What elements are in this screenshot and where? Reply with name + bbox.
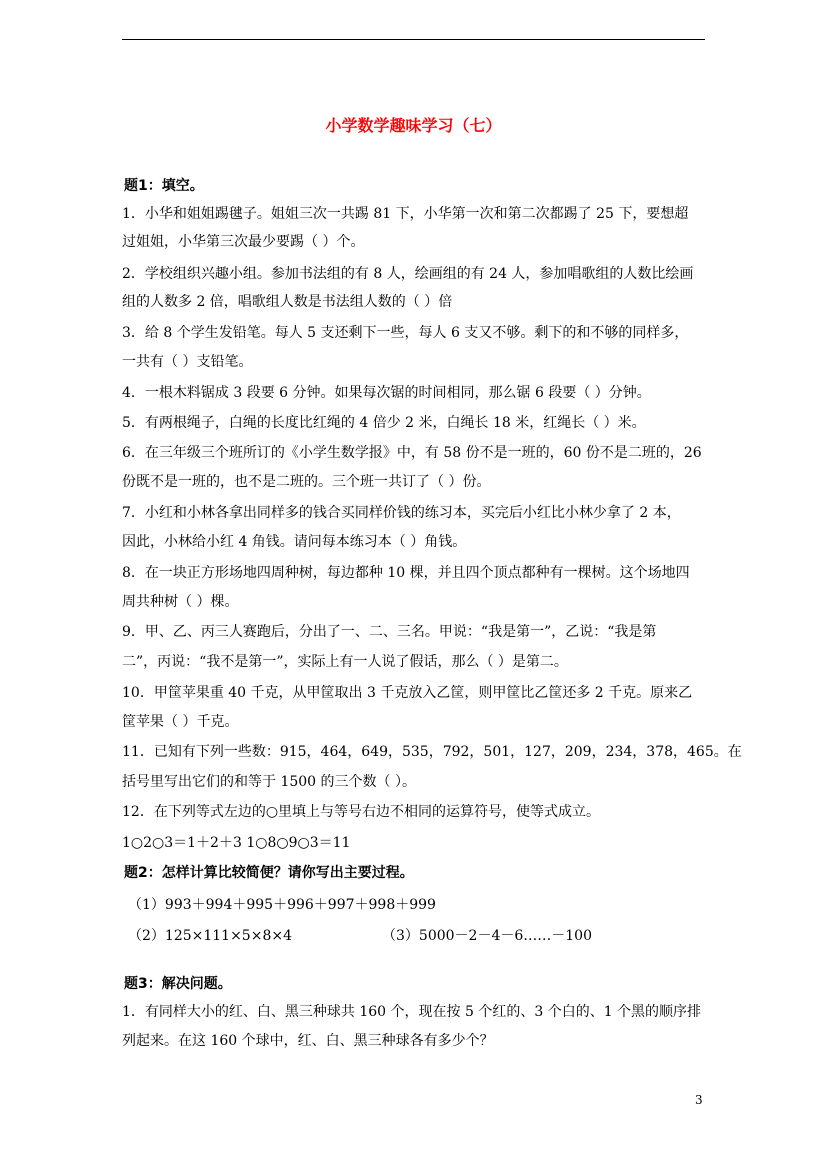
question-line: 1○2○3＝1＋2＋3 1○8○9○3＝11 xyxy=(122,835,351,851)
question-line: 3．给 8 个学生发铅笔。每人 5 支还剩下一些，每人 6 支又不够。剩下的和不够的同样多， xyxy=(122,325,689,341)
problem-line: 1．有同样大小的红、白、黑三种球共 160 个，现在按 5 个红的、3 个白的、1 个黑的顺序排 xyxy=(122,1004,702,1020)
header-rule xyxy=(122,39,705,40)
question-line: 一共有（ ）支铅笔。 xyxy=(122,354,253,370)
calc-item-2: （2）125×111×5×8×4 xyxy=(128,928,292,944)
section-1-heading: 题1：填空。 xyxy=(124,178,204,194)
question-line: 7．小红和小林各拿出同样多的钱合买同样价钱的练习本，买完后小红比小林少拿了 2 本， xyxy=(122,505,681,521)
question-line: 8．在一块正方形场地四周种树，每边都种 10 棵，并且四个顶点都种有一棵树。这个场地四 xyxy=(122,565,690,581)
question-line: 因此，小林给小红 4 角钱。请问每本练习本（ ）角钱。 xyxy=(122,534,467,550)
question-line: 4．一根木料锯成 3 段要 6 分钟。如果每次锯的时间相同，那么锯 6 段要（ ）分钟。 xyxy=(122,385,651,401)
question-line: 2．学校组织兴趣小组。参加书法组的有 8 人，绘画组的有 24 人，参加唱歌组的人数比绘画 xyxy=(122,266,694,282)
page-number: 3 xyxy=(695,1093,703,1107)
question-line: 括号里写出它们的和等于 1500 的三个数（ ）。 xyxy=(122,774,416,790)
section-2-heading: 题2：怎样计算比较简便？请你写出主要过程。 xyxy=(124,865,414,881)
question-line: 筐苹果（ ）千克。 xyxy=(122,714,239,730)
question-line: 6．在三年级三个班所订的《小学生数学报》中，有 58 份不是一班的，60 份不是二班的，26 xyxy=(122,445,702,461)
question-line: 9．甲、乙、丙三人赛跑后，分出了一、二、三名。甲说：“我是第一”，乙说：“我是第 xyxy=(122,624,657,640)
question-line: 周共种树（ ）棵。 xyxy=(122,594,239,610)
question-line: 组的人数多 2 倍，唱歌组人数是书法组人数的（ ）倍 xyxy=(122,294,453,310)
question-line: 份既不是一班的，也不是二班的。三个班一共订了（ ）份。 xyxy=(122,474,491,490)
section-3-heading: 题3：解决问题。 xyxy=(124,976,232,992)
question-line: 12．在下列等式左边的○里填上与等号右边不相同的运算符号，使等式成立。 xyxy=(122,804,601,820)
question-line: 10．甲筐苹果重 40 千克，从甲筐取出 3 千克放入乙筐，则甲筐比乙筐还多 2 千克。原来乙 xyxy=(122,685,693,701)
question-line: 5．有两根绳子，白绳的长度比红绳的 4 倍少 2 米，白绳长 18 米，红绳长（ ）米。 xyxy=(122,415,646,431)
problem-line: 列起来。在这 160 个球中，红、白、黑三种球各有多少个？ xyxy=(122,1033,494,1049)
question-line: 过姐姐，小华第三次最少要踢（ ）个。 xyxy=(122,234,365,250)
question-line: 11．已知有下列一些数：915，464，649，535，792，501，127，209，234，378，465。在 xyxy=(122,744,742,760)
calc-item-3: （3）5000－2－4－6……－100 xyxy=(382,928,592,944)
question-line: 1．小华和姐姐踢毽子。姐姐三次一共踢 81 下，小华第一次和第二次都踢了 25 下，要想超 xyxy=(122,206,689,222)
question-line: 二”，丙说：“我不是第一”，实际上有一人说了假话，那么（ ）是第二。 xyxy=(122,654,568,670)
calc-item-1: （1）993＋994＋995＋996＋997＋998＋999 xyxy=(128,897,436,913)
page-title: 小学数学趣味学习（七） xyxy=(325,116,502,135)
